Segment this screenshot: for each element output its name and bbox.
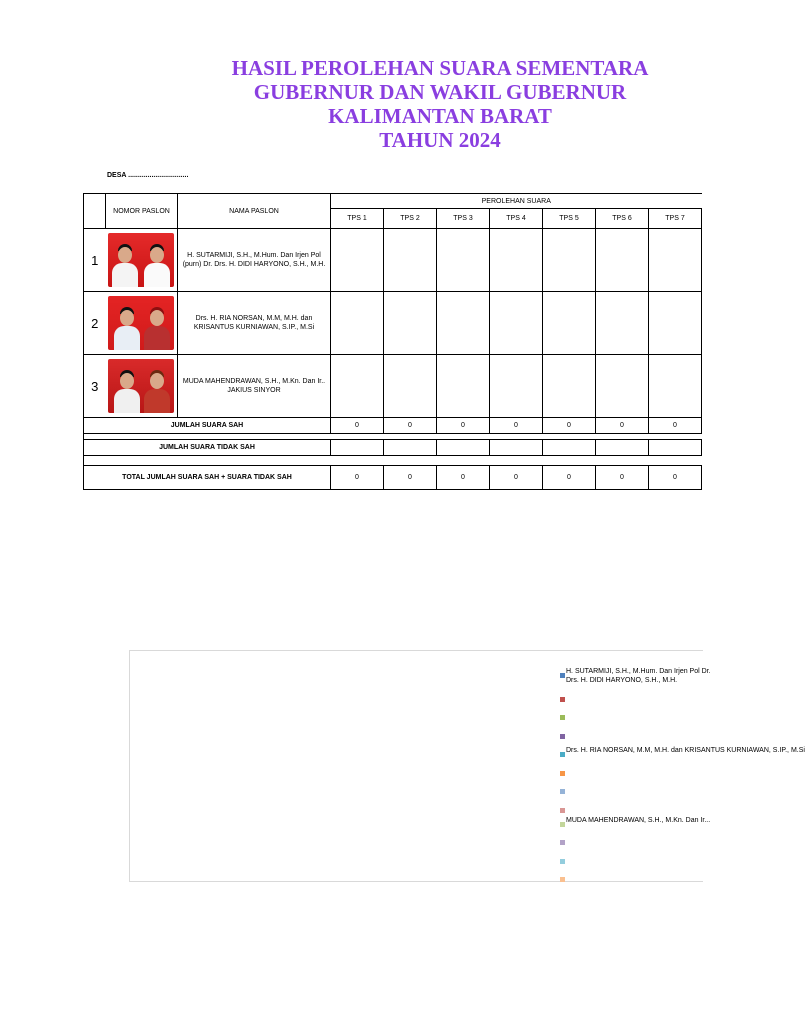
vote-cell[interactable] — [437, 355, 490, 418]
total-cell: 0 — [649, 466, 702, 490]
title-line-3: KALIMANTAN BARAT — [328, 104, 552, 128]
sum-cell: 0 — [543, 418, 596, 434]
vote-cell[interactable] — [543, 229, 596, 292]
table-row — [84, 355, 702, 418]
vote-cell[interactable] — [331, 355, 384, 418]
vote-cell[interactable] — [649, 292, 702, 355]
header-nomor-paslon: NOMOR PASLON — [106, 194, 178, 229]
legend-swatch — [560, 715, 565, 720]
sum-cell: 0 — [384, 418, 437, 434]
header-row-1 — [84, 194, 702, 209]
legend-label: H. SUTARMIJI, S.H., M.Hum. Dan Irjen Pol Dr. Drs. H. DIDI HARYONO, S.H., M.H. — [566, 668, 711, 684]
sum-cell: 0 — [437, 418, 490, 434]
legend-swatch — [560, 697, 565, 702]
sum-cell: 0 — [331, 418, 384, 434]
vote-results-table — [83, 193, 702, 490]
title-line-1: HASIL PEROLEHAN SUARA SEMENTARA — [231, 56, 649, 80]
total-label: TOTAL JUMLAH SUARA SAH + SUARA TIDAK SAH — [84, 466, 331, 490]
paslon-photo — [108, 359, 174, 413]
paslon-number: 1 — [84, 229, 106, 292]
sum-cell: 0 — [596, 418, 649, 434]
jumlah-suara-tidak-sah-row — [84, 440, 702, 456]
tidak-sah-cell[interactable] — [543, 440, 596, 456]
tidak-sah-cell[interactable] — [649, 440, 702, 456]
legend-swatch — [560, 734, 565, 739]
header-blank — [84, 194, 106, 229]
vote-cell[interactable] — [437, 229, 490, 292]
legend-swatch — [560, 789, 565, 794]
total-cell: 0 — [384, 466, 437, 490]
vote-cell[interactable] — [596, 229, 649, 292]
table-row — [84, 292, 702, 355]
total-cell: 0 — [331, 466, 384, 490]
total-row — [84, 466, 702, 490]
legend-swatch — [560, 877, 565, 882]
legend-swatch — [560, 771, 565, 776]
paslon-photo-cell — [106, 229, 178, 292]
header-tps-3: TPS 3 — [437, 209, 490, 229]
tidak-sah-cell[interactable] — [331, 440, 384, 456]
vote-cell[interactable] — [490, 229, 543, 292]
legend-label: MUDA MAHENDRAWAN, S.H., M.Kn. Dan Ir... — [566, 817, 711, 824]
document-title — [150, 56, 730, 152]
paslon-photo-cell — [106, 292, 178, 355]
paslon-number: 2 — [84, 292, 106, 355]
total-cell: 0 — [437, 466, 490, 490]
vote-cell[interactable] — [649, 355, 702, 418]
total-cell: 0 — [543, 466, 596, 490]
paslon-photo-cell — [106, 355, 178, 418]
legend-swatch — [560, 822, 565, 827]
header-tps-2: TPS 2 — [384, 209, 437, 229]
vote-cell[interactable] — [384, 292, 437, 355]
header-tps-5: TPS 5 — [543, 209, 596, 229]
legend-swatch — [560, 673, 565, 678]
vote-cell[interactable] — [596, 292, 649, 355]
vote-cell[interactable] — [331, 229, 384, 292]
paslon-number: 3 — [84, 355, 106, 418]
sum-cell: 0 — [490, 418, 543, 434]
vote-cell[interactable] — [331, 292, 384, 355]
jumlah-suara-tidak-sah-label: JUMLAH SUARA TIDAK SAH — [84, 440, 331, 456]
title-line-4: TAHUN 2024 — [379, 128, 501, 152]
sum-cell: 0 — [649, 418, 702, 434]
desa-label: DESA ............................... — [107, 172, 189, 179]
jumlah-suara-sah-label: JUMLAH SUARA SAH — [84, 418, 331, 434]
tidak-sah-cell[interactable] — [596, 440, 649, 456]
vote-cell[interactable] — [384, 355, 437, 418]
legend-swatch — [560, 752, 565, 757]
vote-cell[interactable] — [437, 292, 490, 355]
legend-label: Drs. H. RIA NORSAN, M.M, M.H. dan KRISANTUS KURNIAWAN, S.IP., M.Si — [566, 747, 805, 754]
vote-cell[interactable] — [543, 292, 596, 355]
legend-swatch — [560, 808, 565, 813]
vote-cell[interactable] — [490, 292, 543, 355]
header-tps-4: TPS 4 — [490, 209, 543, 229]
legend-swatch — [560, 840, 565, 845]
tidak-sah-cell[interactable] — [437, 440, 490, 456]
vote-cell[interactable] — [384, 229, 437, 292]
legend-swatch — [560, 859, 565, 864]
vote-cell[interactable] — [490, 355, 543, 418]
header-tps-6: TPS 6 — [596, 209, 649, 229]
paslon-photo — [108, 233, 174, 287]
tidak-sah-cell[interactable] — [384, 440, 437, 456]
chart-area — [129, 650, 805, 882]
paslon-name: H. SUTARMIJI, S.H., M.Hum. Dan Irjen Pol (purn) Dr. Drs. H. DIDI HARYONO, S.H., M.H. — [178, 229, 331, 292]
paslon-name: Drs. H. RIA NORSAN, M.M, M.H. dan KRISANTUS KURNIAWAN, S.IP., M.Si — [178, 292, 331, 355]
vote-cell[interactable] — [596, 355, 649, 418]
jumlah-suara-sah-row — [84, 418, 702, 434]
total-cell: 0 — [596, 466, 649, 490]
header-tps-1: TPS 1 — [331, 209, 384, 229]
header-perolehan-suara: PEROLEHAN SUARA — [331, 194, 702, 209]
header-nama-paslon: NAMA PASLON — [178, 194, 331, 229]
vote-cell[interactable] — [543, 355, 596, 418]
spacer-row — [84, 456, 702, 466]
paslon-photo — [108, 296, 174, 350]
title-line-2: GUBERNUR DAN WAKIL GUBERNUR — [253, 80, 627, 104]
total-cell: 0 — [490, 466, 543, 490]
vote-cell[interactable] — [649, 229, 702, 292]
paslon-name: MUDA MAHENDRAWAN, S.H., M.Kn. Dan Ir.. JAKIUS SINYOR — [178, 355, 331, 418]
tidak-sah-cell[interactable] — [490, 440, 543, 456]
header-tps-7: TPS 7 — [649, 209, 702, 229]
table-row — [84, 229, 702, 292]
